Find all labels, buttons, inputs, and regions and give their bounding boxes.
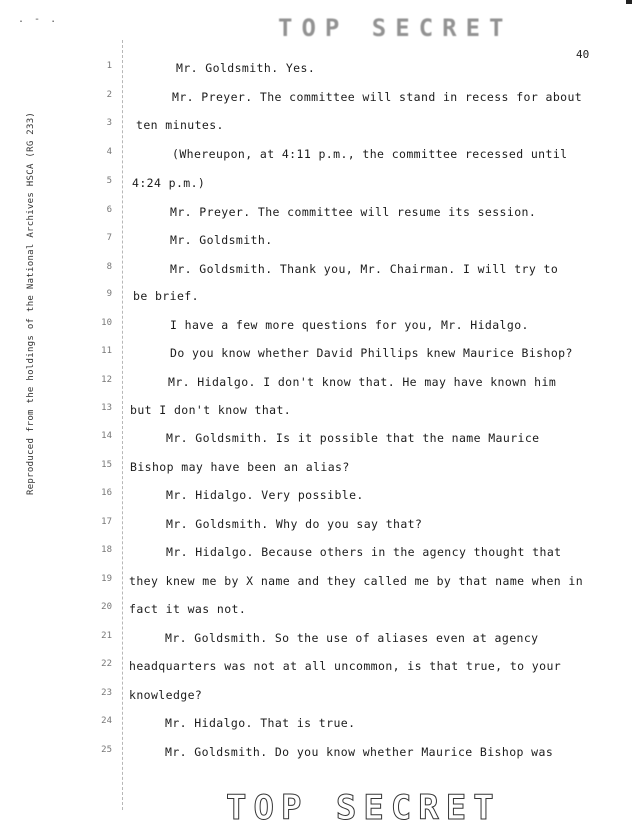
transcript-line: Mr. Goldsmith. Yes. — [176, 61, 316, 75]
archive-reproduction-note: Reproduced from the holdings of the National Archives HSCA (RG 233) — [26, 111, 36, 495]
line-number: 21 — [101, 631, 112, 641]
transcript-line: be brief. — [133, 289, 199, 303]
line-number: 22 — [101, 659, 112, 669]
transcript-line: they knew me by X name and they called me by that name when in — [129, 574, 584, 588]
line-number: 24 — [101, 716, 112, 726]
margin-rule — [122, 40, 123, 810]
page-number: 40 — [576, 48, 590, 61]
line-number: 5 — [106, 176, 112, 186]
line-number: 19 — [101, 574, 112, 584]
transcript-line: headquarters was not at all uncommon, is that true, to your — [129, 659, 562, 673]
transcript-line: Mr. Goldsmith. So the use of aliases even at agency — [165, 631, 539, 645]
transcript-line: knowledge? — [129, 688, 203, 702]
line-number: 16 — [101, 488, 112, 498]
transcript-line: Mr. Hidalgo. That is true. — [165, 716, 356, 730]
transcript-line: I have a few more questions for you, Mr. Hidalgo. — [170, 318, 529, 332]
line-number: 9 — [106, 289, 112, 299]
line-number: 3 — [106, 118, 112, 128]
transcript-line: Mr. Goldsmith. — [170, 233, 273, 247]
line-number: 8 — [106, 262, 112, 272]
transcript-line: 4:24 p.m.) — [132, 176, 206, 190]
transcript-line: Mr. Hidalgo. I don't know that. He may have known him — [168, 375, 557, 389]
top-secret-stamp-footer: TOP SECRET — [226, 788, 501, 828]
line-number: 20 — [101, 602, 112, 612]
transcript-line: but I don't know that. — [130, 403, 292, 417]
line-number: 17 — [101, 517, 112, 527]
line-number: 1 — [106, 61, 112, 71]
line-number: 10 — [101, 318, 112, 328]
transcript-line: Mr. Goldsmith. Why do you say that? — [166, 517, 423, 531]
transcript-line: (Whereupon, at 4:11 p.m., the committee recessed until — [172, 147, 568, 161]
transcript-line: Mr. Goldsmith. Thank you, Mr. Chairman. I will try to — [170, 262, 559, 276]
transcript-line: Mr. Goldsmith. Is it possible that the name Maurice — [166, 431, 540, 445]
line-number: 11 — [101, 346, 112, 356]
transcript-line: Mr. Hidalgo. Very possible. — [166, 488, 364, 502]
transcript-line: Bishop may have been an alias? — [130, 460, 350, 474]
line-number: 4 — [106, 147, 112, 157]
transcript-line: Mr. Goldsmith. Do you know whether Maurice Bishop was — [165, 745, 554, 759]
line-number: 2 — [106, 90, 112, 100]
transcript-line: Mr. Preyer. The committee will stand in recess for about — [172, 90, 583, 104]
transcript-line: Do you know whether David Phillips knew Maurice Bishop? — [170, 346, 573, 360]
line-number: 15 — [101, 460, 112, 470]
line-number: 12 — [101, 375, 112, 385]
top-secret-stamp-header: TOP SECRET — [278, 14, 513, 42]
line-number: 23 — [101, 688, 112, 698]
line-number: 25 — [101, 745, 112, 755]
transcript-line: Mr. Hidalgo. Because others in the agency thought that — [166, 545, 562, 559]
corner-dot — [626, 0, 632, 4]
line-number: 18 — [101, 545, 112, 555]
line-number: 14 — [101, 431, 112, 441]
transcript-line: Mr. Preyer. The committee will resume its session. — [170, 205, 537, 219]
line-number: 13 — [101, 403, 112, 413]
line-number: 7 — [106, 233, 112, 243]
transcript-line: ten minutes. — [136, 118, 224, 132]
transcript-line: fact it was not. — [129, 602, 247, 616]
corner-mark: . - . — [18, 14, 59, 25]
line-number: 6 — [106, 205, 112, 215]
